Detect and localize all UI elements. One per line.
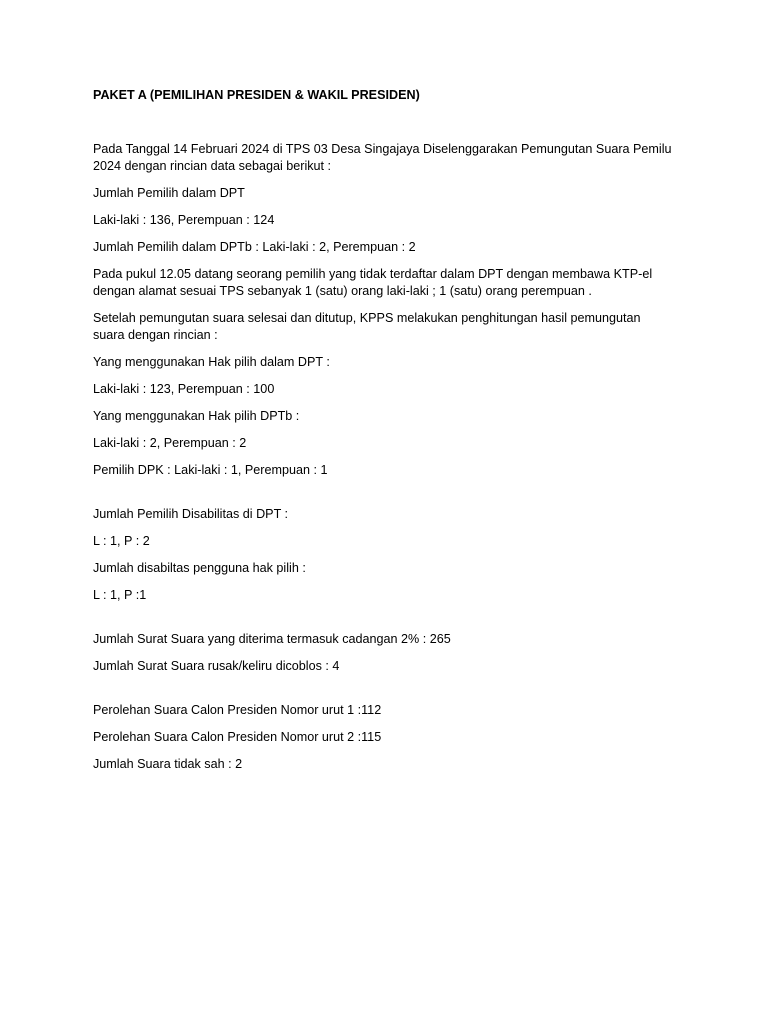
dptb-values: Jumlah Pemilih dalam DPTb : Laki-laki : 2, Perempuan : 2 — [93, 240, 416, 254]
dpt-users-heading: Yang menggunakan Hak pilih dalam DPT : — [93, 355, 330, 369]
counting-note-line-1: Setelah pemungutan suara selesai dan ditutup, KPPS melakukan penghitungan hasil pemungutan — [93, 311, 641, 325]
document-title: PAKET A (PEMILIHAN PRESIDEN & WAKIL PRESIDEN) — [93, 88, 420, 102]
ktp-note-line-1: Pada pukul 12.05 datang seorang pemilih yang tidak terdaftar dalam DPT dengan membawa KTP-el — [93, 267, 653, 281]
dpt-values: Laki-laki : 136, Perempuan : 124 — [93, 213, 275, 227]
ktp-note-paragraph — [93, 266, 693, 300]
intro-paragraph — [93, 141, 693, 175]
disability-users-heading: Jumlah disabiltas pengguna hak pilih : — [93, 561, 306, 575]
dpt-heading: Jumlah Pemilih dalam DPT — [93, 186, 245, 200]
candidate-1-votes: Perolehan Suara Calon Presiden Nomor urut 1 :112 — [93, 703, 382, 717]
blank-line — [93, 685, 693, 702]
disability-heading: Jumlah Pemilih Disabilitas di DPT : — [93, 507, 289, 521]
blank-line — [93, 614, 693, 631]
disability-users-values: L : 1, P :1 — [93, 588, 147, 602]
ballots-damaged: Jumlah Surat Suara rusak/keliru dicoblos : 4 — [93, 659, 340, 673]
invalid-votes: Jumlah Suara tidak sah : 2 — [93, 757, 243, 771]
counting-note-paragraph — [93, 310, 693, 344]
dpk-values: Pemilih DPK : Laki-laki : 1, Perempuan : 1 — [93, 463, 328, 477]
candidate-2-votes: Perolehan Suara Calon Presiden Nomor urut 2 :115 — [93, 730, 382, 744]
dpt-users-values: Laki-laki : 123, Perempuan : 100 — [93, 382, 275, 396]
blank-line — [93, 489, 693, 506]
dptb-users-heading: Yang menggunakan Hak pilih DPTb : — [93, 409, 300, 423]
intro-line-2: 2024 dengan rincian data sebagai berikut : — [93, 159, 332, 173]
dptb-users-values: Laki-laki : 2, Perempuan : 2 — [93, 436, 247, 450]
intro-line-1: Pada Tanggal 14 Februari 2024 di TPS 03 Desa Singajaya Diselenggarakan Pemungutan Suara Pemilu — [93, 142, 672, 156]
ballots-received: Jumlah Surat Suara yang diterima termasuk cadangan 2% : 265 — [93, 632, 451, 646]
document-body — [93, 87, 693, 783]
disability-values: L : 1, P : 2 — [93, 534, 150, 548]
ktp-note-line-2: dengan alamat sesuai TPS sebanyak 1 (satu) orang laki-laki ; 1 (satu) orang perempuan . — [93, 284, 592, 298]
counting-note-line-2: suara dengan rincian : — [93, 328, 218, 342]
